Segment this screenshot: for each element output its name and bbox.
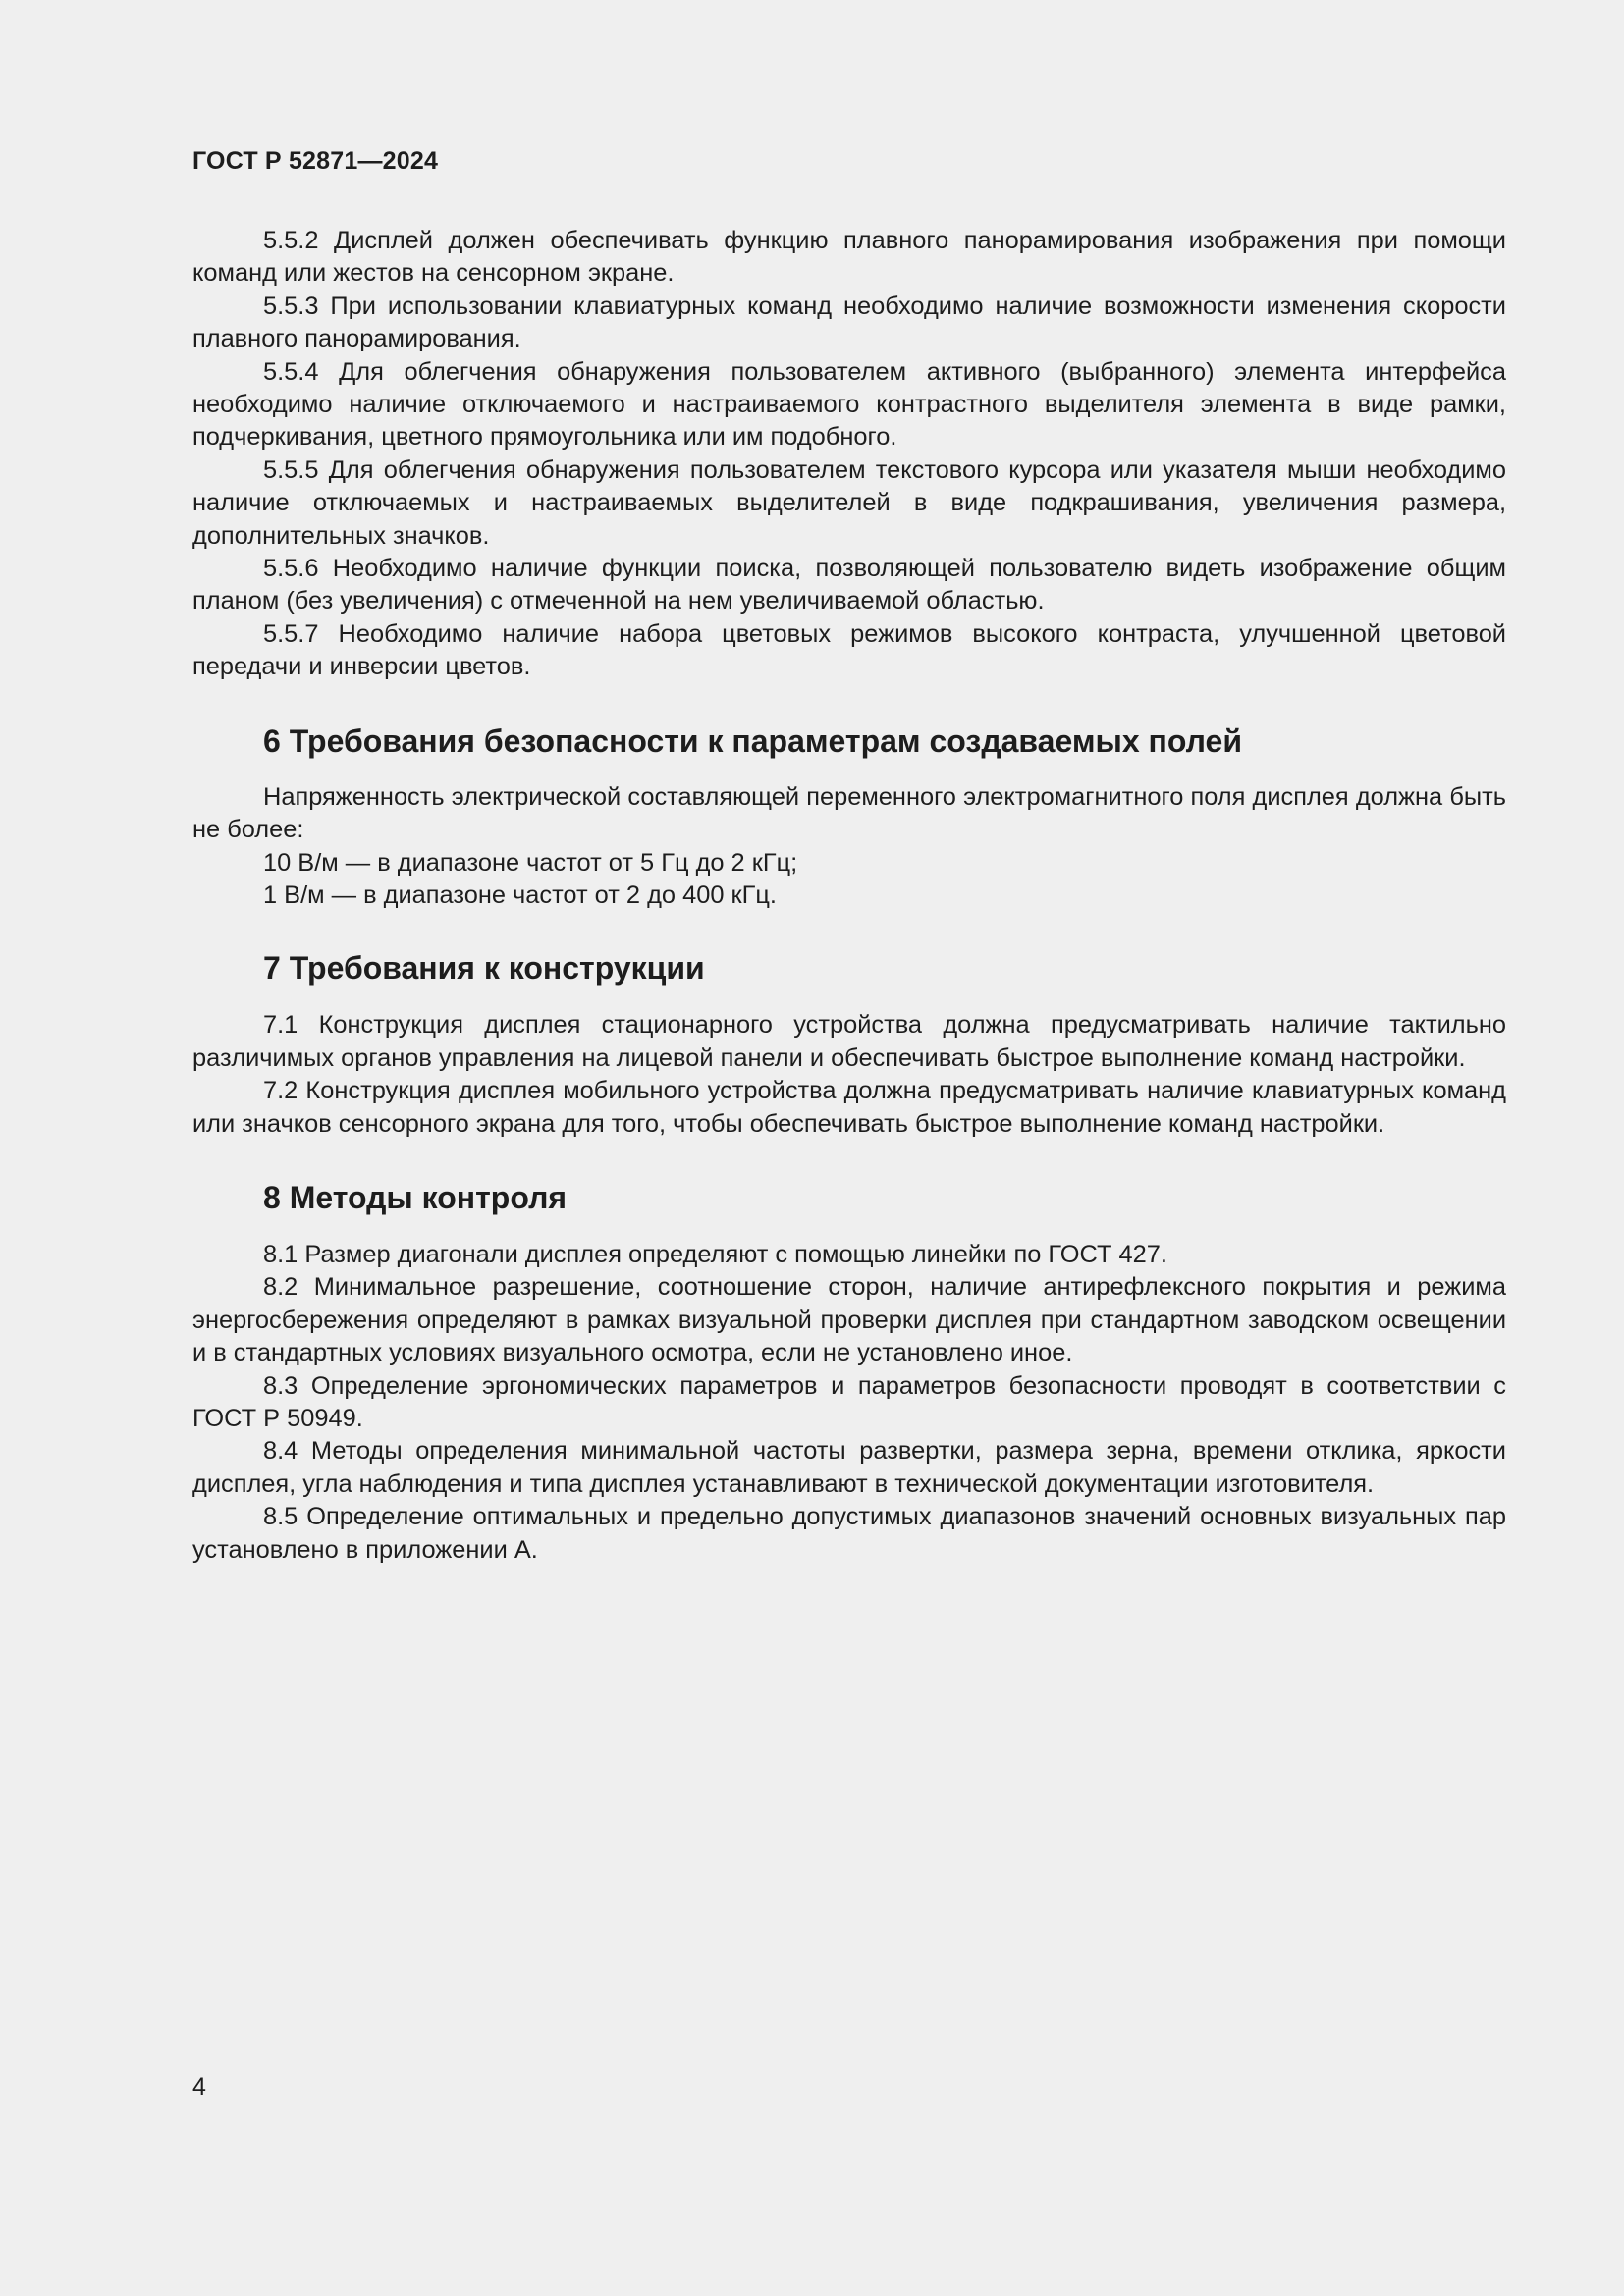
- paragraph-5-5-6: 5.5.6 Необходимо наличие функции поиска, позволяющей пользователю видеть изображение общим планом (без увеличения) с отмеченной на нем увеличиваемой областью.: [192, 555, 1506, 615]
- document-header: ГОСТ Р 52871—2024: [192, 147, 439, 175]
- section-6-intro: Напряженность электрической составляющей переменного электромагнитного поля дисплея должна быть не более:: [192, 782, 1506, 844]
- paragraph-5-5-4: 5.5.4 Для облегчения обнаружения пользователем активного (выбранного) элемента интерфейса необходимо наличие отключаемого и настраиваемого контрастного выделителя элемента в виде рамки, подчеркивания, цветного прямоугольника или им подобного.: [192, 357, 1506, 452]
- paragraph-5-5-5: 5.5.5 Для облегчения обнаружения пользователем текстового курсора или указателя мыши необходимо наличие отключаемых и настраиваемых выделителей в виде подкрашивания, увеличения размера, дополнительных значков.: [192, 455, 1506, 550]
- paragraph-8-3: 8.3 Определение эргономических параметров и параметров безопасности проводят в соответствии с ГОСТ Р 50949.: [192, 1371, 1506, 1432]
- paragraph-7-1: 7.1 Конструкция дисплея стационарного устройства должна предусматривать наличие тактильно различимых органов управления на лицевой панели и обеспечивать быстрое выполнение команд настройки.: [192, 1011, 1506, 1072]
- section-6-item-1: 10 В/м — в диапазоне частот от 5 Гц до 2 кГц;: [263, 848, 798, 877]
- section-7-heading: 7 Требования к конструкции: [263, 950, 705, 987]
- section-6-item-2: 1 В/м — в диапазоне частот от 2 до 400 кГц.: [263, 881, 777, 909]
- paragraph-8-4: 8.4 Методы определения минимальной частоты развертки, размера зерна, времени отклика, яркости дисплея, угла наблюдения и типа дисплея устанавливают в технической документации изготовителя.: [192, 1437, 1506, 1498]
- paragraph-5-5-2: 5.5.2 Дисплей должен обеспечивать функцию плавного панорамирования изображения при помощи команд или жестов на сенсорном экране.: [192, 227, 1506, 288]
- paragraph-5-5-7: 5.5.7 Необходимо наличие набора цветовых режимов высокого контраста, улучшенной цветовой передачи и инверсии цветов.: [192, 619, 1506, 681]
- paragraph-8-1: 8.1 Размер диагонали дисплея определяют с помощью линейки по ГОСТ 427.: [263, 1240, 1167, 1268]
- paragraph-8-2: 8.2 Минимальное разрешение, соотношение сторон, наличие антирефлексного покрытия и режима энергосбережения определяют в рамках визуальной проверки дисплея при стандартном заводском освещении и в стандартных условиях визуального осмотра, если не установлено иное.: [192, 1273, 1506, 1367]
- paragraph-5-5-3: 5.5.3 При использовании клавиатурных команд необходимо наличие возможности изменения скорости плавного панорамирования.: [192, 292, 1506, 353]
- paragraph-7-2: 7.2 Конструкция дисплея мобильного устройства должна предусматривать наличие клавиатурных команд или значков сенсорного экрана для того, чтобы обеспечивать быстрое выполнение команд настройки.: [192, 1077, 1506, 1138]
- section-6-heading: 6 Требования безопасности к параметрам создаваемых полей: [263, 722, 1242, 759]
- page-content: [192, 225, 1506, 1567]
- paragraph-8-5: 8.5 Определение оптимальных и предельно допустимых диапазонов значений основных визуальных пар установлено в приложении А.: [192, 1503, 1506, 1564]
- page-number: 4: [192, 2073, 206, 2101]
- section-8-heading: 8 Методы контроля: [263, 1179, 568, 1215]
